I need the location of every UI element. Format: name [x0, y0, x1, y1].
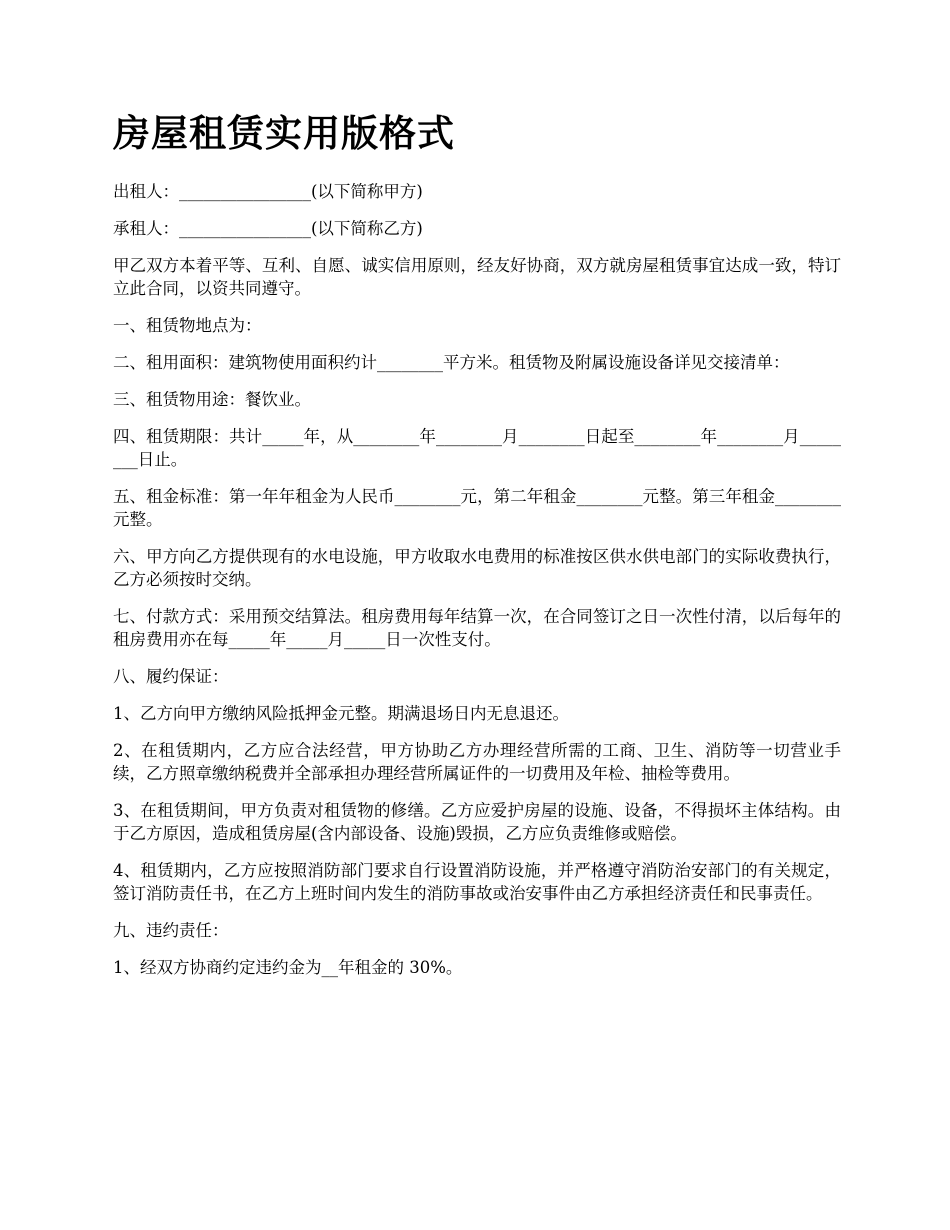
clause-4-term: 四、租赁期限：共计_____年，从________年________月________日起至________年________月________日止。: [113, 427, 841, 469]
clause-8-item-1: 1、乙方向甲方缴纳风险抵押金元整。期满退场日内无息退还。: [113, 704, 569, 723]
lessee-line: 承租人：________________(以下简称乙方): [113, 219, 423, 238]
clause-3-usage: 三、租赁物用途：餐饮业。: [113, 390, 311, 409]
clause-9-item-1: 1、经双方协商约定违约金为__年租金的 30%。: [113, 958, 463, 977]
clause-8-item-4: 4、租赁期内，乙方应按照消防部门要求自行设置消防设施，并严格遵守消防治安部门的有关规定，签订消防责任书，在乙方上班时间内发生的消防事故或治安事件由乙方承担经济责任和民事责任。: [113, 861, 841, 903]
clause-8-heading: 八、履约保证：: [113, 667, 229, 686]
clause-7-payment: 七、付款方式：采用预交结算法。租房费用每年结算一次，在合同签订之日一次性付清，以后每年的租房费用亦在每_____年_____月_____日一次性支付。: [113, 607, 841, 649]
lessor-line: 出租人：________________(以下简称甲方): [113, 182, 423, 201]
document-title: 房屋租赁实用版格式: [113, 112, 455, 155]
clause-8-item-2: 2、在租赁期内，乙方应合法经营，甲方协助乙方办理经营所需的工商、卫生、消防等一切营业手续，乙方照章缴纳税费并全部承担办理经营所属证件的一切费用及年检、抽检等费用。: [113, 741, 841, 783]
document-page: [113, 108, 841, 993]
clause-6-utilities: 六、甲方向乙方提供现有的水电设施，甲方收取水电费用的标准按区供水供电部门的实际收费执行，乙方必须按时交纳。: [113, 547, 841, 589]
clause-5-rent: 五、租金标准：第一年年租金为人民币________元，第二年租金________元整。第三年租金________元整。: [113, 487, 841, 529]
clause-1-location: 一、租赁物地点为：: [113, 316, 262, 335]
clause-9-heading: 九、违约责任：: [113, 921, 229, 940]
preamble-paragraph: 甲乙双方本着平等、互利、自愿、诚实信用原则，经友好协商，双方就房屋租赁事宜达成一致，特订立此合同，以资共同遵守。: [113, 256, 841, 298]
clause-2-area: 二、租用面积：建筑物使用面积约计________平方米。租赁物及附属设施设备详见交接清单：: [113, 353, 790, 372]
clause-8-item-3: 3、在租赁期间，甲方负责对租赁物的修缮。乙方应爱护房屋的设施、设备，不得损坏主体结构。由于乙方原因，造成租赁房屋(含内部设备、设施)毁损，乙方应负责维修或赔偿。: [113, 801, 841, 843]
